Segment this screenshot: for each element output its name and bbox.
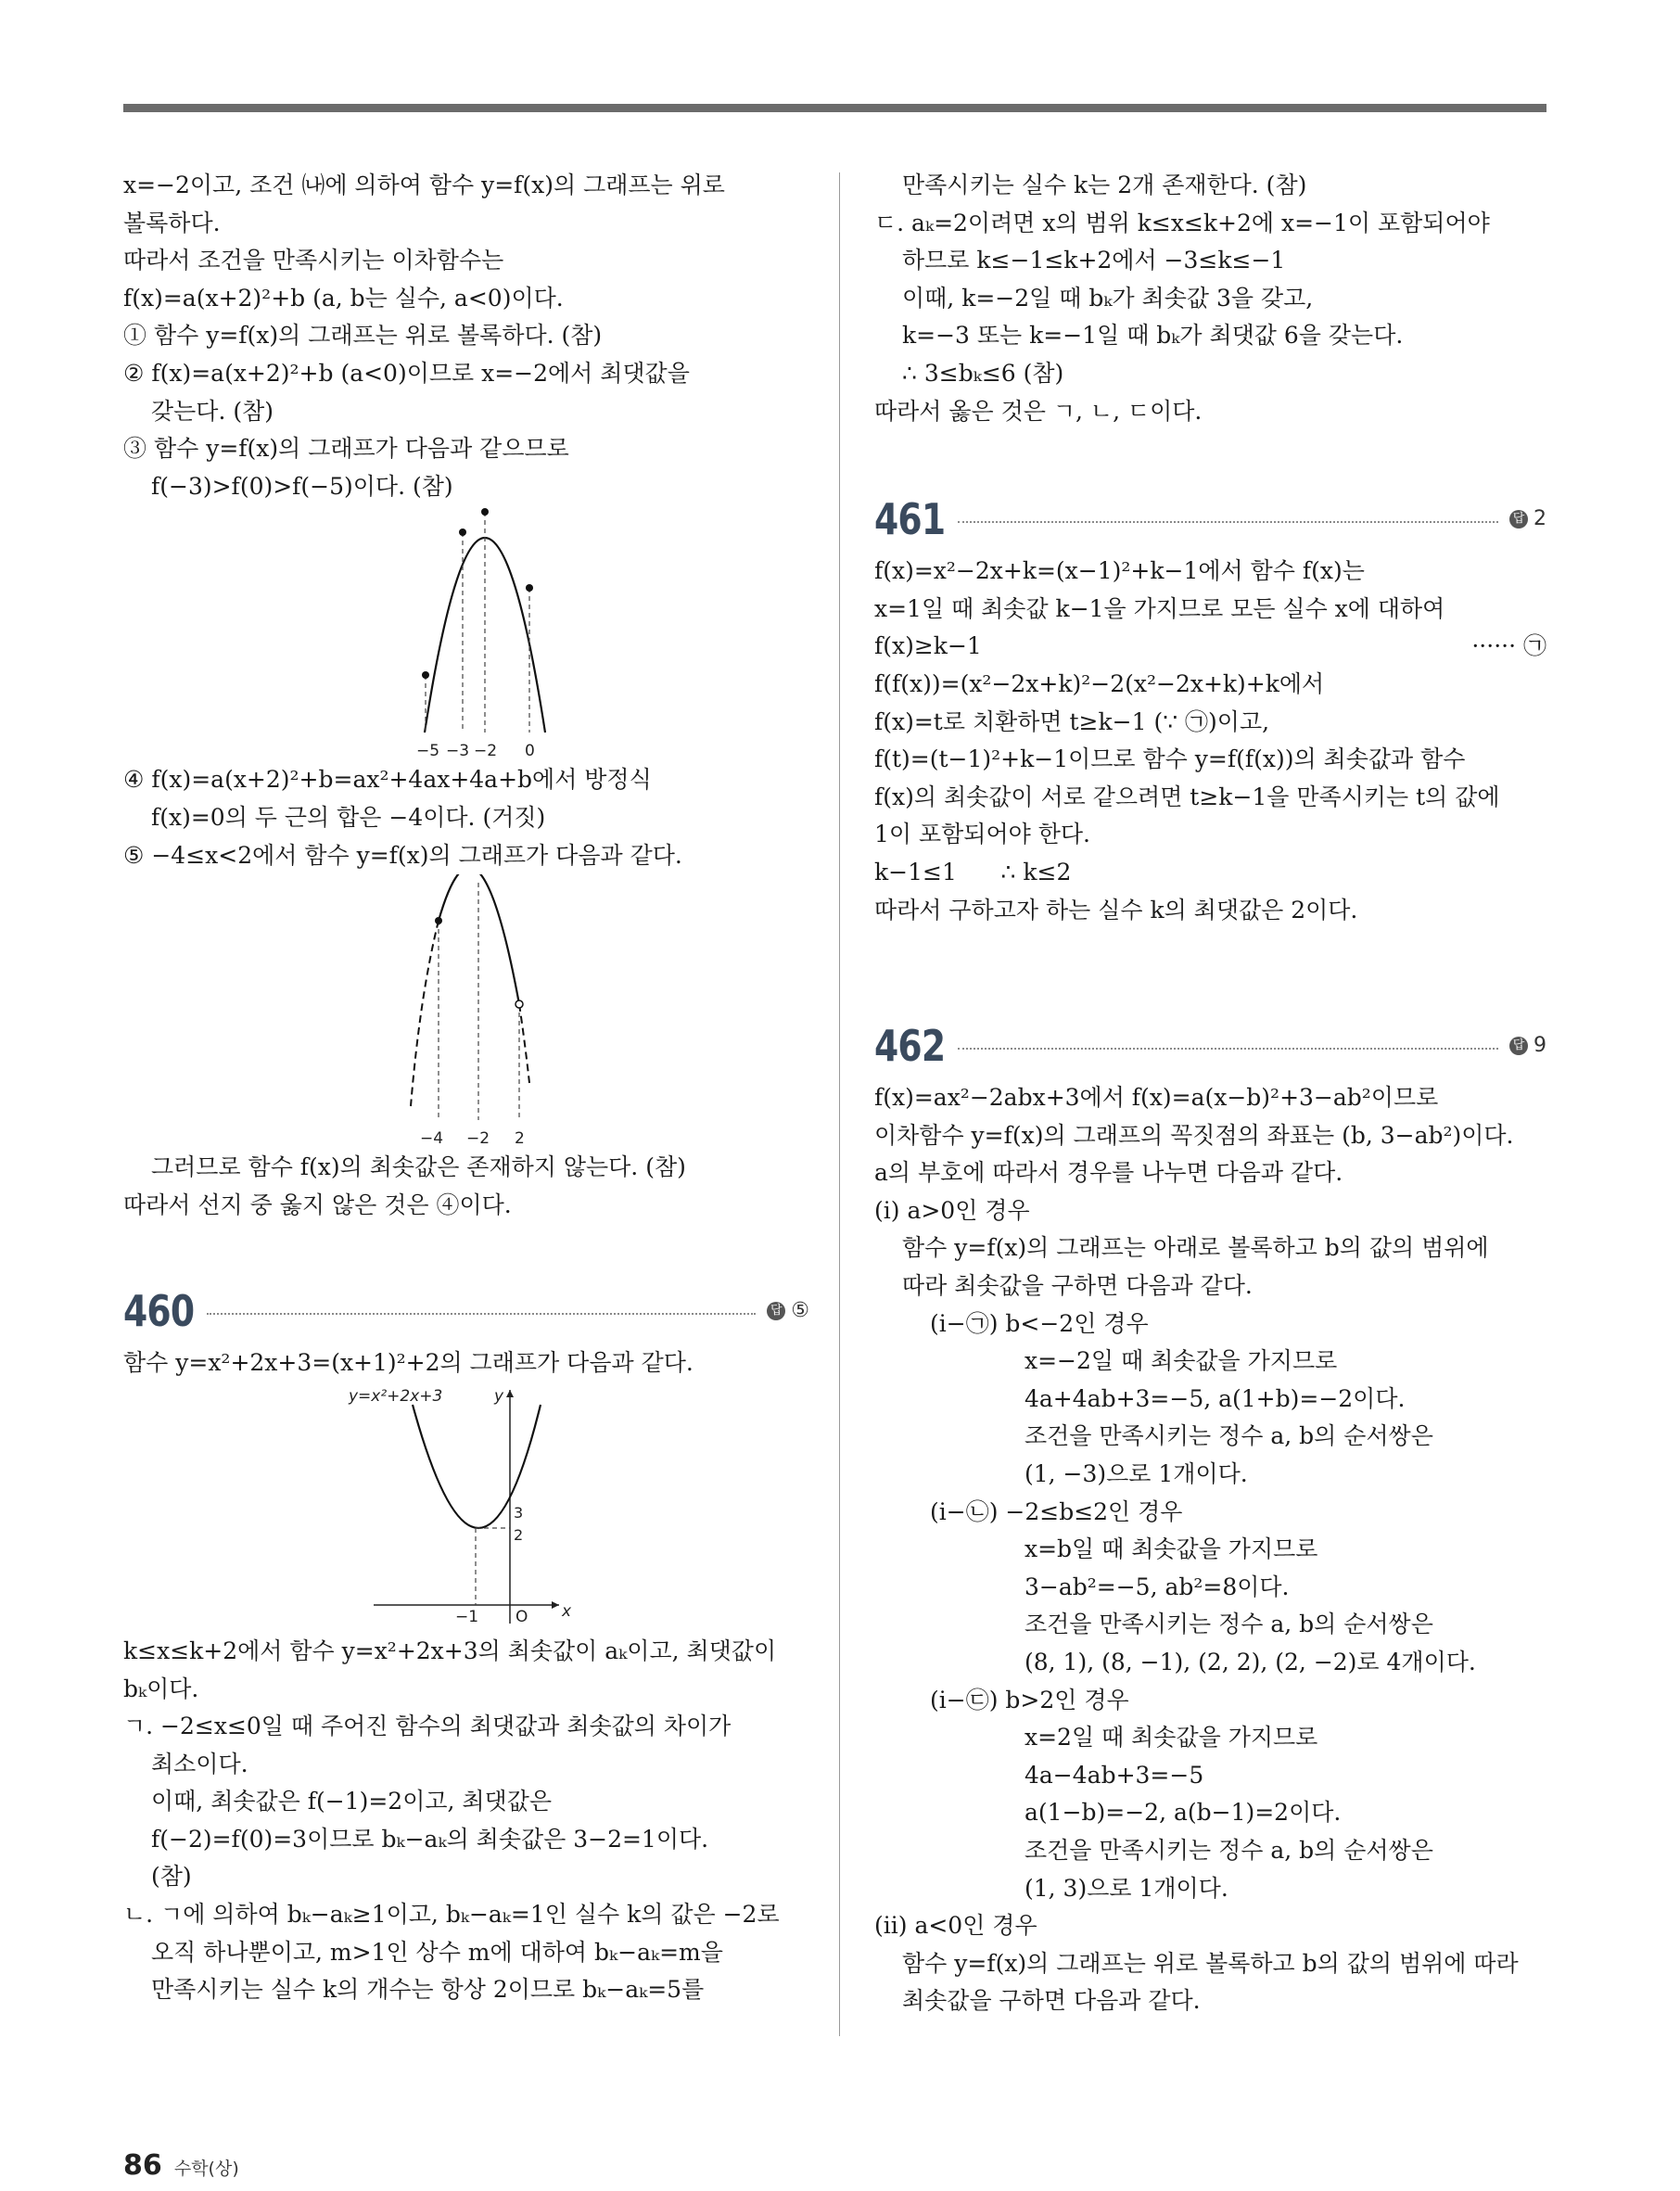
answer-value: 2: [1534, 506, 1546, 530]
text-line: x=1일 때 최솟값 k−1을 가지므로 모든 실수 x에 대하여: [874, 594, 1445, 622]
graph-figure-3: [123, 1382, 809, 1633]
text-line: f(x)=ax²−2abx+3에서 f(x)=a(x−b)²+3−ab²이므로: [874, 1084, 1439, 1112]
text-line: 4a−4ab+3=−5: [1025, 1761, 1204, 1789]
tick-label: −4: [420, 1129, 444, 1149]
axis-label-x: x: [562, 1601, 572, 1621]
answer-marker: [1509, 501, 1546, 539]
tick-label: 2: [514, 1525, 524, 1544]
text-line: 오직 하나뿐이고, m>1인 상수 m에 대하여 bₖ−aₖ=m을: [151, 1938, 723, 1966]
answer-marker: [767, 1293, 809, 1331]
text-line: 따라서 옳은 것은 ㄱ, ㄴ, ㄷ이다.: [874, 397, 1203, 425]
text-line: 따라서 구하고자 하는 실수 k의 최댓값은 2이다.: [874, 896, 1358, 924]
graph-figure-1: [123, 505, 809, 761]
text-line: f(−2)=f(0)=3이므로 bₖ−aₖ의 최솟값은 3−2=1이다.: [151, 1825, 709, 1853]
answer-icon: 답: [1509, 1037, 1528, 1055]
text-line: 따라 최솟값을 구하면 다음과 같다.: [902, 1272, 1253, 1300]
text-line: ① 함수 y=f(x)의 그래프는 위로 볼록하다. (참): [123, 322, 603, 350]
curve-label: y=x²+2x+3: [349, 1386, 443, 1406]
text-line: a의 부호에 따라서 경우를 나누면 다음과 같다.: [874, 1159, 1343, 1187]
text-line: 이때, 최솟값은 f(−1)=2이고, 최댓값은: [151, 1788, 553, 1815]
tick-label: −2: [466, 1129, 490, 1149]
problem-number: 460: [123, 1286, 195, 1337]
text-line: ∴ 3≤bₖ≤6 (참): [902, 359, 1064, 387]
text-line: ㄴ. ㄱ에 의하여 bₖ−aₖ≥1이고, bₖ−aₖ=1인 실수 k의 값은 −2로: [123, 1901, 780, 1929]
text-line: 이차함수 y=f(x)의 그래프의 꼭짓점의 좌표는 (b, 3−ab²)이다.: [874, 1121, 1514, 1149]
text-line: 함수 y=x²+2x+3=(x+1)²+2의 그래프가 다음과 같다.: [123, 1349, 694, 1377]
text-line: 만족시키는 실수 k는 2개 존재한다. (참): [902, 172, 1307, 198]
text-line: (8, 1), (8, −1), (2, 2), (2, −2)로 4개이다.: [1025, 1649, 1476, 1675]
answer-icon: 답: [767, 1302, 785, 1320]
axis-label-y: y: [494, 1386, 504, 1406]
dotted-leader: [958, 521, 1498, 523]
text-line: ④ f(x)=a(x+2)²+b=ax²+4ax+4a+b에서 방정식: [123, 766, 652, 794]
book-title: 수학(상): [173, 2159, 239, 2179]
text-line: bₖ이다.: [123, 1675, 199, 1702]
origin-label: O: [515, 1607, 528, 1626]
text-line: 3−ab²=−5, ab²=8이다.: [1025, 1573, 1290, 1600]
top-rule: [123, 104, 1546, 112]
problem-header-462: [874, 1013, 1546, 1079]
text-line: 따라서 조건을 만족시키는 이차함수는: [123, 247, 504, 274]
dotted-leader: [958, 1048, 1498, 1050]
answer-marker: [1509, 1027, 1546, 1065]
text-line: 볼록하다.: [123, 209, 221, 236]
text-line: 함수 y=f(x)의 그래프는 아래로 볼록하고 b의 값의 범위에: [902, 1234, 1489, 1262]
text-line: (1, −3)으로 1개이다.: [1025, 1460, 1248, 1488]
text-line: 만족시키는 실수 k의 개수는 항상 2이므로 bₖ−aₖ=5를: [151, 1976, 705, 2004]
text-line: ㄷ. aₖ=2이려면 x의 범위 k≤x≤k+2에 x=−1이 포함되어야: [874, 209, 1490, 236]
text-line: 최소이다.: [151, 1750, 248, 1777]
problem-header-460: [123, 1278, 809, 1344]
text-line: 그러므로 함수 f(x)의 최솟값은 존재하지 않는다. (참): [151, 1153, 686, 1181]
text-line: 1이 포함되어야 한다.: [874, 821, 1090, 848]
inequality: f(x)≥k−1: [874, 632, 982, 660]
text-line: f(x)=t로 치환하면 t≥k−1 (∵ ㉠)이고,: [874, 707, 1270, 735]
text-line: f(t)=(t−1)²+k−1이므로 함수 y=f(f(x))의 최솟값과 함수: [874, 745, 1466, 773]
subcase-heading: (ⅰ−㉡) −2≤b≤2인 경우: [930, 1497, 1183, 1525]
tick-label: −5: [416, 742, 440, 761]
text-line: x=2일 때 최솟값을 가지므로: [1025, 1724, 1318, 1752]
text-line: x=−2일 때 최솟값을 가지므로: [1025, 1347, 1338, 1375]
tick-label: −3: [446, 742, 470, 761]
page-footer: [123, 2149, 239, 2182]
case-heading: (ⅱ) a<0인 경우: [874, 1912, 1037, 1940]
text-line: 갖는다. (참): [151, 397, 274, 425]
text-line: ② f(x)=a(x+2)²+b (a<0)이므로 x=−2에서 최댓값을: [123, 359, 690, 387]
text-line: f(x)=0의 두 근의 합은 −4이다. (거짓): [151, 803, 546, 831]
tick-label: −2: [474, 742, 498, 761]
text-line: k=−3 또는 k=−1일 때 bₖ가 최댓값 6을 갖는다.: [902, 322, 1404, 350]
subcase-heading: (ⅰ−㉠) b<−2인 경우: [930, 1309, 1149, 1337]
tick-label: 0: [525, 742, 535, 761]
text-line: 따라서 선지 중 옳지 않은 것은 ④이다.: [123, 1191, 512, 1218]
text-line: ③ 함수 y=f(x)의 그래프가 다음과 같으므로: [123, 435, 569, 463]
dotted-leader: [207, 1313, 756, 1315]
text-line: f(x)=x²−2x+k=(x−1)²+k−1에서 함수 f(x)는: [874, 557, 1365, 585]
text-line: x=b일 때 최솟값을 가지므로: [1025, 1535, 1318, 1563]
parabola-graph-3: [123, 1382, 809, 1633]
equation-tag: ······ ㉠: [1471, 632, 1546, 660]
left-column: [123, 167, 809, 2009]
parabola-graph-2: [123, 874, 809, 1149]
text-line: f(x)=a(x+2)²+b (a, b는 실수, a<0)이다.: [123, 284, 564, 312]
answer-icon: 답: [1509, 510, 1528, 529]
text-line: f(x)의 최솟값이 서로 같으려면 t≥k−1을 만족시키는 t의 값에: [874, 783, 1500, 810]
text-line: (참): [151, 1863, 192, 1891]
text-line: 이때, k=−2일 때 bₖ가 최솟값 3을 갖고,: [902, 284, 1314, 312]
answer-value: 9: [1534, 1033, 1546, 1057]
text-line: 최솟값을 구하면 다음과 같다.: [902, 1987, 1201, 2015]
text-line: 조건을 만족시키는 정수 a, b의 순서쌍은: [1025, 1611, 1433, 1638]
text-line: k≤x≤k+2에서 함수 y=x²+2x+3의 최솟값이 aₖ이고, 최댓값이: [123, 1637, 777, 1664]
text-line: x=−2이고, 조건 ㈏에 의하여 함수 y=f(x)의 그래프는 위로: [123, 172, 725, 198]
parabola-graph-1: [123, 505, 809, 761]
text-line: (1, 3)으로 1개이다.: [1025, 1874, 1228, 1902]
text-line: 조건을 만족시키는 정수 a, b의 순서쌍은: [1025, 1422, 1433, 1450]
problem-number: 461: [874, 493, 946, 544]
text-line: 하므로 k≤−1≤k+2에서 −3≤k≤−1: [902, 247, 1286, 274]
tick-label: 3: [514, 1503, 524, 1522]
text-line: a(1−b)=−2, a(b−1)=2이다.: [1025, 1799, 1342, 1827]
tick-label: 2: [515, 1129, 525, 1149]
text-line: 조건을 만족시키는 정수 a, b의 순서쌍은: [1025, 1836, 1433, 1864]
text-line: f(−3)>f(0)>f(−5)이다. (참): [151, 472, 453, 500]
page-number: 86: [123, 2149, 162, 2182]
text-line: 함수 y=f(x)의 그래프는 위로 볼록하고 b의 값의 범위에 따라: [902, 1949, 1519, 1977]
problem-header-461: [874, 486, 1546, 553]
answer-value: ⑤: [791, 1299, 809, 1323]
problem-number: 462: [874, 1020, 946, 1071]
column-divider: [839, 172, 840, 2036]
case-heading: (ⅰ) a>0인 경우: [874, 1196, 1030, 1224]
subcase-heading: (ⅰ−㉢) b>2인 경우: [930, 1686, 1129, 1713]
text-line: 4a+4ab+3=−5, a(1+b)=−2이다.: [1025, 1384, 1406, 1412]
text-line: f(f(x))=(x²−2x+k)²−2(x²−2x+k)+k에서: [874, 669, 1325, 697]
text-line: k−1≤1 ∴ k≤2: [874, 858, 1072, 885]
text-line: ⑤ −4≤x<2에서 함수 y=f(x)의 그래프가 다음과 같다.: [123, 841, 682, 869]
graph-figure-2: [123, 874, 809, 1149]
right-column: [874, 167, 1546, 2020]
tagged-line: [874, 628, 1546, 666]
tick-label: −1: [455, 1607, 479, 1626]
text-line: ㄱ. −2≤x≤0일 때 주어진 함수의 최댓값과 최솟값의 차이가: [123, 1713, 732, 1740]
